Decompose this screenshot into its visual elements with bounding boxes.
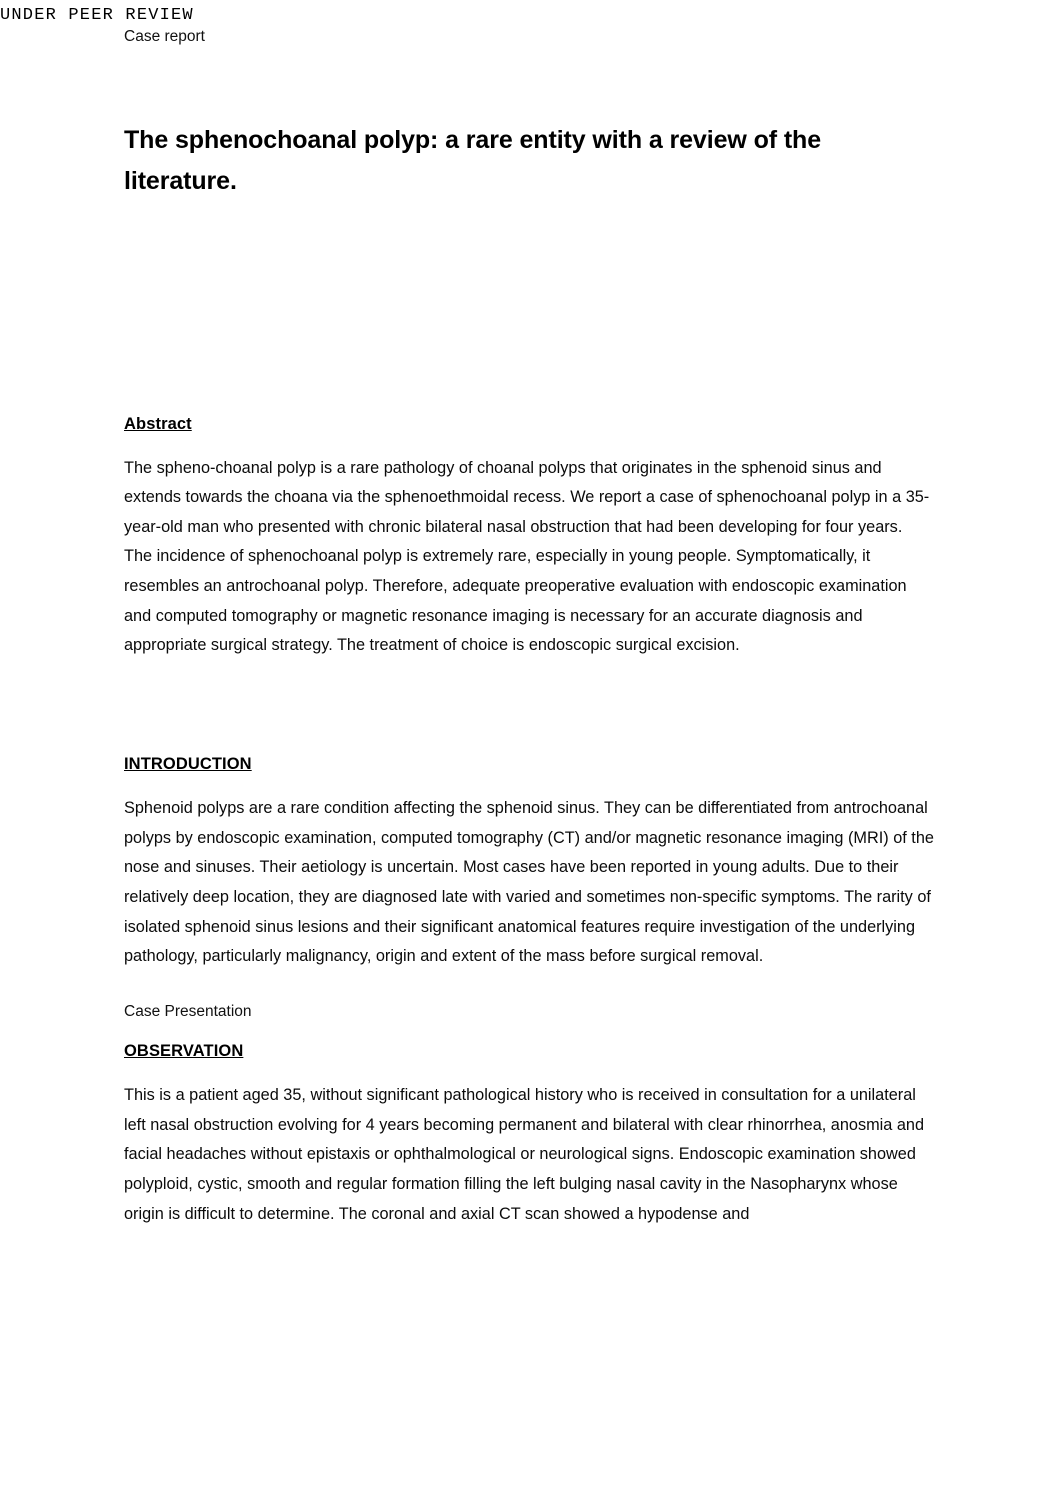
running-head: Case report xyxy=(124,28,205,45)
abstract-heading: Abstract xyxy=(124,414,192,433)
introduction-paragraph: Sphenoid polyps are a rare condition affecting the sphenoid sinus. They can be differentiated from antrochoanal polyps by endoscopic examination, computed tomography (CT) and/or magnetic resonance imaging (MRI) of the nose and sinuses. Their aetiology is uncertain. Most cases have been reported in young adults. Due to their relatively deep location, they are diagnosed late with varied and sometimes non-specific symptoms. The rarity of isolated sphenoid sinus lesions and their significant anatomical features require investigation of the underlying pathology, particularly malignancy, origin and extent of the mass before surgical removal. xyxy=(124,799,934,966)
abstract-paragraph: The spheno-choanal polyp is a rare pathology of choanal polyps that originates in the sphenoid sinus and extends towards the choana via the sphenoethmoidal recess. We report a case of sphenochoanal polyp in a 35-year-old man who presented with chronic bilateral nasal obstruction that had been developing for four years. The incidence of sphenochoanal polyp is extremely rare, especially in young people. Symptomatically, it resembles an antrochoanal polyp. Therefore, adequate preoperative evaluation with endoscopic examination and computed tomography or magnetic resonance imaging is necessary for an accurate diagnosis and appropriate surgical strategy. The treatment of choice is endoscopic surgical excision. xyxy=(124,458,930,655)
introduction-spacer xyxy=(124,972,934,998)
document-content xyxy=(124,0,934,1229)
observation-paragraph: This is a patient aged 35, without significant pathological history who is received in consultation for a unilateral left nasal obstruction evolving for 4 years becoming permanent and bilateral with clear rhinorrhea, anosmia and facial headaches without epistaxis or ophthalmological or neurological signs. Endoscopic examination showed polyploid, cystic, smooth and regular formation filling the left bulging nasal cavity in the Nasopharynx whose origin is difficult to determine. The coronal and axial CT scan showed a hypodense and xyxy=(124,1085,925,1223)
case-presentation-label: Case Presentation xyxy=(124,1003,252,1021)
introduction-heading: INTRODUCTION xyxy=(124,755,252,774)
page-title: The sphenochoanal polyp: a rare entity with a review of the literature. xyxy=(124,126,822,196)
title-spacer xyxy=(124,203,934,415)
observation-heading: OBSERVATION xyxy=(124,1041,244,1060)
abstract-spacer xyxy=(124,661,934,705)
case-presentation-spacer xyxy=(124,1026,934,1042)
peer-review-watermark: UNDER PEER REVIEW xyxy=(0,6,194,25)
